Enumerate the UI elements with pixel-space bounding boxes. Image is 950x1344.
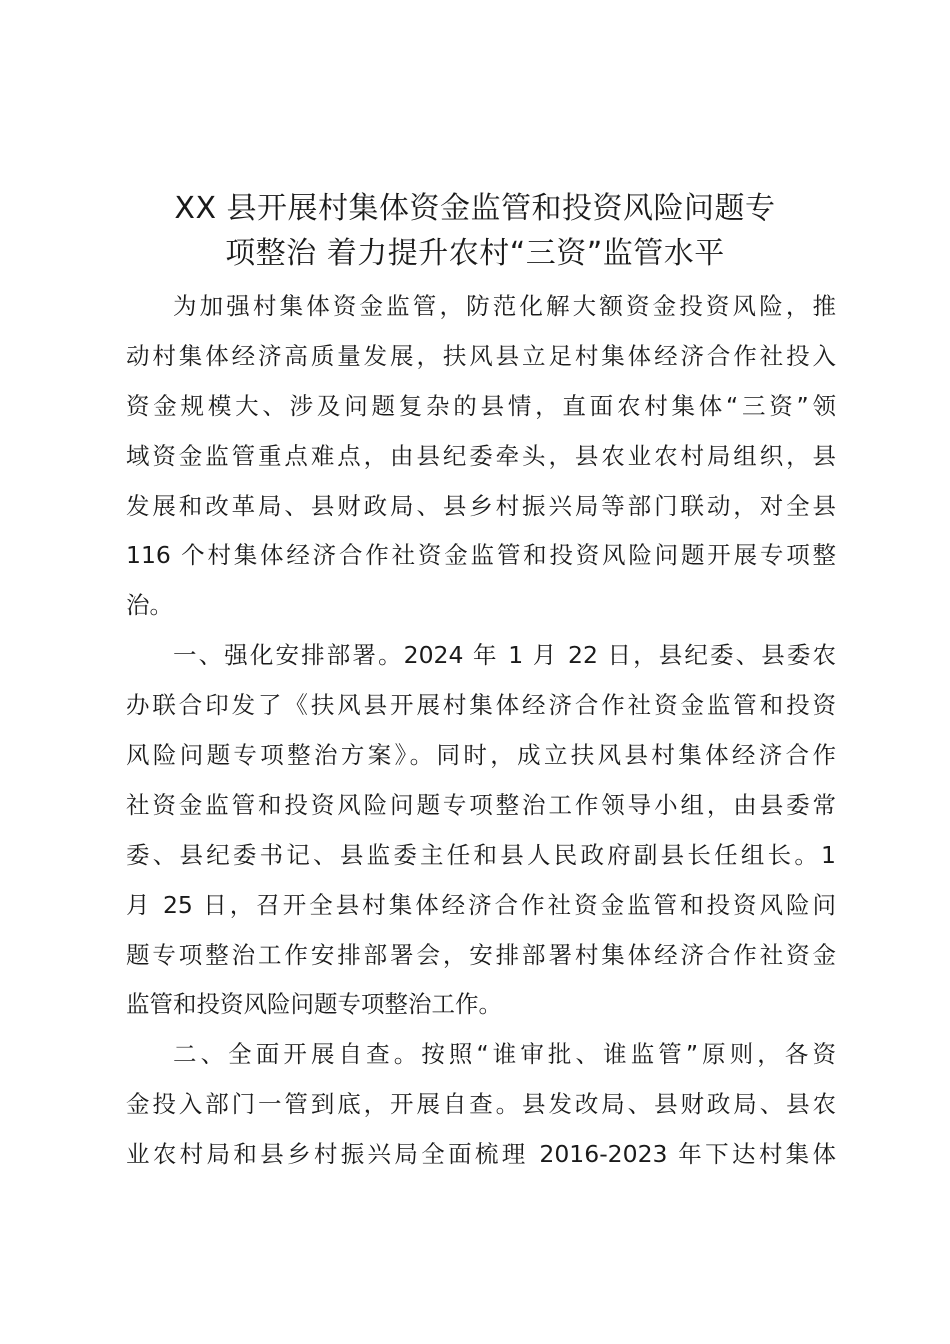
title-line-2: 项整治 着力提升农村“三资”监管水平 bbox=[225, 236, 725, 271]
text-line: 二、全面开展自查。按照“谁审批、谁监管”原则，各资 bbox=[173, 1040, 836, 1069]
text-line: 月 25 日，召开全县村集体经济合作社资金监管和投资风险问 bbox=[126, 890, 836, 919]
text-line: 业农村局和县乡村振兴局全面梳理 2016-2023 年下达村集体 bbox=[126, 1140, 836, 1169]
text-line: 办联合印发了《扶风县开展村集体经济合作社资金监管和投资 bbox=[126, 691, 836, 720]
text-line: 社资金监管和投资风险问题专项整治工作领导小组，由县委常 bbox=[126, 790, 836, 819]
text-line: 116 个村集体经济合作社资金监管和投资风险问题开展专项整 bbox=[126, 541, 836, 570]
text-line: 为加强村集体资金监管，防范化解大额资金投资风险，推 bbox=[173, 292, 836, 320]
text-line: 发展和改革局、县财政局、县乡村振兴局等部门联动，对全县 bbox=[126, 491, 836, 520]
paragraph-section-1 bbox=[126, 631, 836, 1030]
text-line: 委、县纪委书记、县监委主任和县人民政府副县长任组长。1 bbox=[126, 840, 836, 869]
text-line: 风险问题专项整治方案》。同时，成立扶风县村集体经济合作 bbox=[126, 741, 836, 770]
text-line: 治。 bbox=[126, 591, 173, 620]
text-line: 资金规模大、涉及问题复杂的县情，直面农村集体“三资”领 bbox=[126, 391, 836, 420]
text-line: 金投入部门一管到底，开展自查。县发改局、县财政局、县农 bbox=[126, 1090, 836, 1119]
document-title bbox=[110, 186, 840, 276]
paragraph-intro bbox=[126, 282, 836, 631]
title-line-1: XX 县开展村集体资金监管和投资风险问题专 bbox=[174, 191, 776, 226]
paragraph-section-2 bbox=[126, 1030, 836, 1180]
text-line: 域资金监管重点难点，由县纪委牵头，县农业农村局组织，县 bbox=[126, 441, 836, 470]
text-line: 题专项整治工作安排部署会，安排部署村集体经济合作社资金 bbox=[126, 940, 836, 969]
document-body bbox=[126, 282, 836, 1180]
text-line: 监管和投资风险问题专项整治工作。 bbox=[126, 990, 502, 1019]
text-line: 一、强化安排部署。2024 年 1 月 22 日，县纪委、县委农 bbox=[173, 641, 836, 670]
text-line: 动村集体经济高质量发展，扶风县立足村集体经济合作社投入 bbox=[126, 341, 836, 370]
